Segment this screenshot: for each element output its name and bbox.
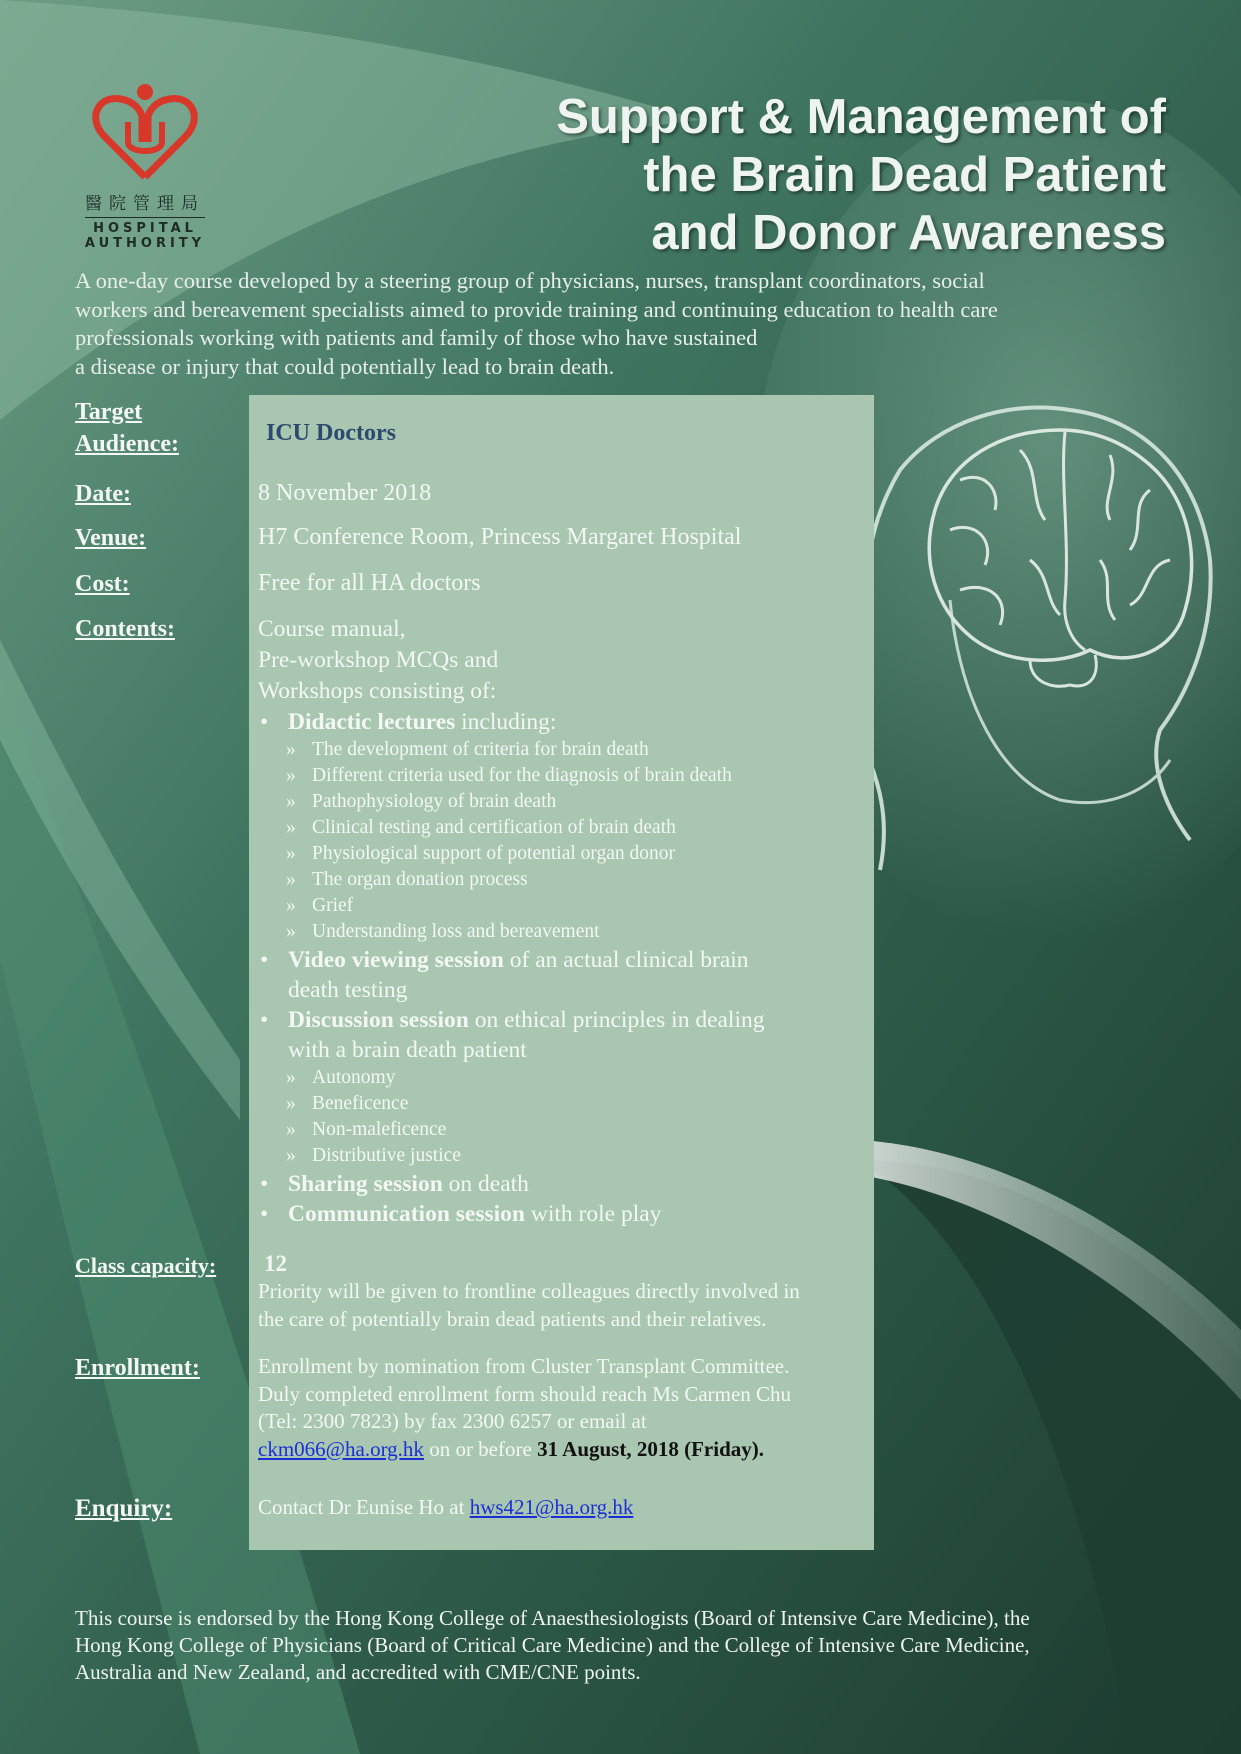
intro-line: professionals working with patients and family of those who have sustained	[75, 325, 758, 350]
footer-line: This course is endorsed by the Hong Kong College of Anaesthesiologists (Board of Intensive Care Medicine), the	[75, 1606, 1030, 1630]
enrollment-email-link[interactable]: ckm066@ha.org.hk	[258, 1436, 424, 1461]
sub-bullet-icon: »	[286, 895, 296, 916]
sub-text: The organ donation process	[312, 869, 528, 890]
sub-bullet-icon: »	[286, 791, 296, 812]
bullet-text: on ethical principles in dealing	[468, 1007, 765, 1033]
bullet-bold: Didactic lectures	[288, 709, 456, 735]
target-audience-label	[75, 396, 179, 460]
bullet-bold: Video viewing session	[288, 947, 504, 973]
enrollment-block	[258, 1353, 868, 1463]
bullet-icon: •	[260, 1007, 269, 1033]
bullet-bold: Sharing session	[288, 1171, 443, 1197]
sub-bullet-icon: »	[286, 843, 296, 864]
sub-item	[286, 919, 858, 945]
sub-text: Autonomy	[312, 1067, 396, 1088]
title-line-3: and Donor Awareness	[651, 206, 1166, 260]
enquiry-value	[258, 1494, 633, 1522]
enquiry-label: Enquiry:	[75, 1495, 173, 1522]
bullet-bold: Communication session	[288, 1201, 525, 1227]
logo-english-line1: HOSPITAL	[93, 221, 197, 236]
sub-bullet-icon: »	[286, 1119, 296, 1140]
capacity-note: Priority will be given to frontline colleagues directly involved in	[258, 1279, 800, 1303]
label-line: Target	[75, 399, 143, 425]
sub-item	[286, 1143, 858, 1169]
bullet-text: including:	[455, 709, 557, 735]
sub-bullet-icon: »	[286, 1145, 296, 1166]
footer-line: Australia and New Zealand, and accredited with CME/CNE points.	[75, 1660, 641, 1684]
sub-item	[286, 1065, 858, 1091]
sub-item	[286, 893, 858, 919]
bullet-continuation: with a brain death patient	[288, 1037, 527, 1063]
intro-line: a disease or injury that could potentially lead to brain death.	[75, 353, 615, 379]
sub-text: The development of criteria for brain death	[312, 739, 649, 760]
bullet-text: on death	[442, 1171, 529, 1197]
sub-text: Understanding loss and bereavement	[312, 921, 600, 942]
enrollment-line: (Tel: 2300 7823) by fax 2300 6257 or email at	[258, 1409, 647, 1433]
sub-item	[286, 815, 858, 841]
sub-text: Different criteria used for the diagnosis of brain death	[312, 765, 732, 786]
sub-item	[286, 789, 858, 815]
sub-item	[286, 867, 858, 893]
sub-bullet-icon: »	[286, 1067, 296, 1088]
bullet-text: of an actual clinical brain	[503, 947, 749, 973]
sub-bullet-icon: »	[286, 869, 296, 890]
contents-label: Contents:	[75, 616, 175, 642]
cost-label: Cost:	[75, 571, 130, 597]
bullet-discussion	[260, 1005, 858, 1035]
sub-text: Distributive justice	[312, 1145, 461, 1166]
enquiry-text: Contact Dr Eunise Ho at	[258, 1495, 470, 1519]
sub-text: Non-maleficence	[312, 1119, 447, 1140]
capacity-note: the care of potentially brain dead patients and their relatives.	[258, 1306, 767, 1331]
hospital-authority-logo	[80, 82, 210, 251]
bullet-text: with role play	[525, 1201, 662, 1227]
footer-line: Hong Kong College of Physicians (Board of Critical Care Medicine) and the College of Intensive Care Medicine,	[75, 1633, 1030, 1657]
date-label: Date:	[75, 481, 131, 507]
intro-line: workers and bereavement specialists aimed to provide training and continuing education to health care	[75, 296, 998, 322]
enquiry-email-link[interactable]: hws421@ha.org.hk	[469, 1495, 634, 1519]
contents-line: Pre-workshop MCQs and	[258, 647, 499, 673]
sub-text: Clinical testing and certification of brain death	[312, 817, 676, 838]
sub-text: Beneficence	[312, 1093, 409, 1114]
sub-text: Physiological support of potential organ donor	[312, 843, 676, 864]
sub-bullet-icon: »	[286, 817, 296, 838]
enrollment-deadline: 31 August, 2018 (Friday).	[537, 1436, 764, 1461]
title-line-2: the Brain Dead Patient	[643, 148, 1166, 202]
enrollment-line: Duly completed enrollment form should reach Ms Carmen Chu	[258, 1381, 792, 1406]
bullet-bold: Discussion session	[288, 1007, 469, 1033]
cost-value: Free for all HA doctors	[258, 570, 481, 596]
intro-paragraph	[75, 267, 1185, 381]
target-audience-value: ICU Doctors	[266, 420, 396, 446]
bullet-icon: •	[260, 709, 269, 735]
sub-item	[286, 1117, 858, 1143]
contents-line: Course manual,	[258, 616, 406, 642]
intro-line: A one-day course developed by a steering group of physicians, nurses, transplant coordinators, social	[75, 268, 985, 293]
bullet-communication	[260, 1199, 858, 1229]
contents-line: Workshops consisting of:	[258, 678, 497, 704]
page-title	[556, 88, 1166, 262]
sub-item	[286, 737, 858, 763]
venue-label: Venue:	[75, 525, 147, 551]
capacity-block	[258, 1250, 868, 1333]
enrollment-label: Enrollment:	[75, 1355, 200, 1381]
enrollment-line: Enrollment by nomination from Cluster Transplant Committee.	[258, 1354, 790, 1378]
bullet-didactic	[260, 707, 858, 737]
sub-bullet-icon: »	[286, 921, 296, 942]
bullet-video	[260, 945, 858, 975]
label-line: Audience:	[75, 431, 179, 457]
enrollment-line	[258, 1436, 868, 1464]
sub-bullet-icon: »	[286, 765, 296, 786]
sub-text: Pathophysiology of brain death	[312, 791, 557, 812]
bullet-icon: •	[260, 1201, 269, 1227]
bullet-continuation: death testing	[288, 977, 408, 1003]
enrollment-text: on or before	[423, 1436, 538, 1461]
sub-item	[286, 841, 858, 867]
endorsement-footer	[75, 1605, 1185, 1686]
sub-bullet-icon: »	[286, 1093, 296, 1114]
date-value: 8 November 2018	[258, 480, 432, 506]
logo-chinese-name: 醫院管理局	[85, 194, 205, 214]
title-line-1: Support & Management of	[556, 90, 1166, 144]
heart-logo-icon	[90, 82, 200, 182]
logo-divider	[85, 217, 205, 218]
bullet-icon: •	[260, 1171, 269, 1197]
capacity-label: Class capacity:	[75, 1253, 217, 1278]
sub-item	[286, 763, 858, 789]
sub-item	[286, 1091, 858, 1117]
venue-value: H7 Conference Room, Princess Margaret Hospital	[258, 524, 742, 550]
bullet-icon: •	[260, 947, 269, 973]
bullet-sharing	[260, 1169, 858, 1199]
logo-english-line2: AUTHORITY	[84, 236, 206, 251]
sub-bullet-icon: »	[286, 739, 296, 760]
sub-text: Grief	[312, 895, 354, 916]
contents-list	[258, 614, 858, 1229]
capacity-number: 12	[264, 1251, 287, 1276]
